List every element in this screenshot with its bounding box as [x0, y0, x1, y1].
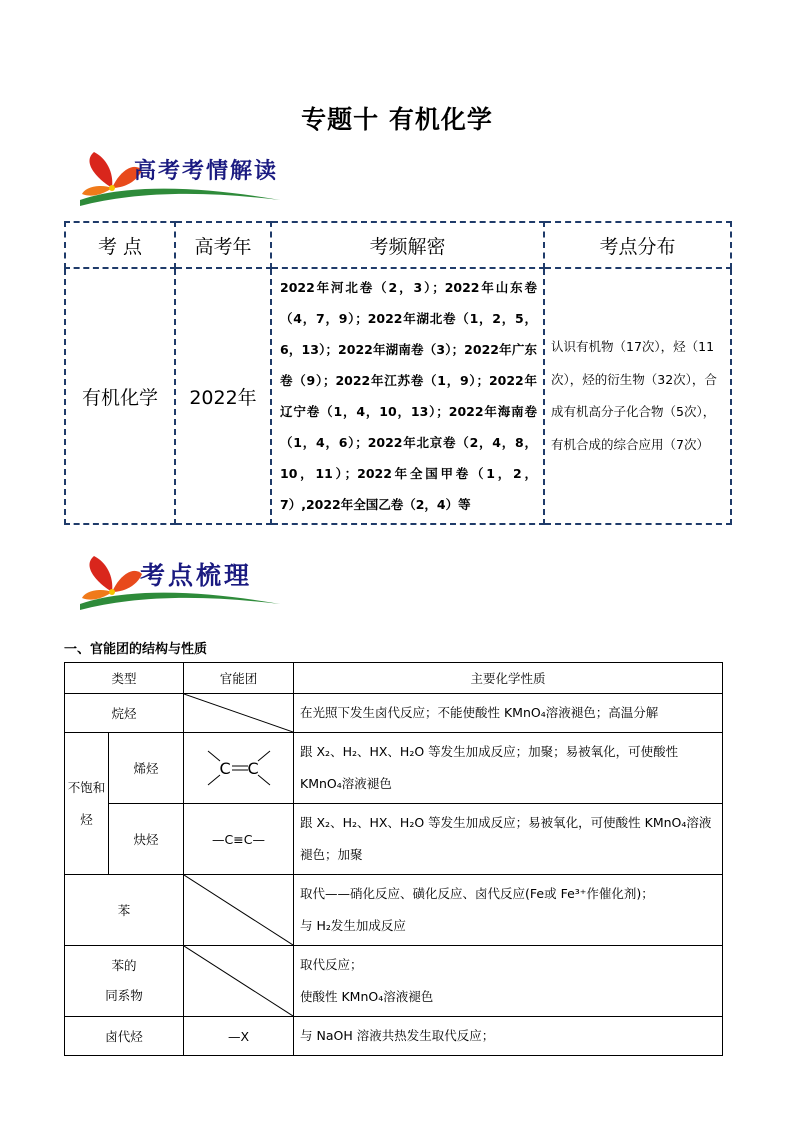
type-haloalkane: 卤代烃	[65, 1017, 184, 1056]
header-topic: 考 点	[65, 222, 175, 268]
banner-title: 考点梳理	[140, 561, 253, 590]
frequency-cell: 2022年河北卷（2，3）；2022年山东卷（4，7，9）；2022年湖北卷（1，2，5，6，13）；2022年湖南卷（3）；2022年广东卷（9）；2022年江苏卷（1，9）；2022年辽宁卷（1，4，10，13）；2022年海南卷（1，4，6）；2022年北京卷（2，4，8，10，11）；2022年全国甲卷（1，2，7）,2022年全国乙卷（2，4）等	[271, 268, 544, 524]
header-distribution: 考点分布	[544, 222, 731, 268]
empty-diagonal-cell	[184, 875, 294, 946]
props-alkane: 在光照下发生卤代反应；不能使酸性 KMnO₄溶液褪色；高温分解	[294, 694, 723, 733]
props-homolog-line-2: 使酸性 KMnO₄溶液褪色	[300, 989, 434, 1004]
type-alkyne: 炔烃	[109, 804, 184, 875]
exam-analysis-table	[64, 221, 732, 525]
table-header-row	[65, 222, 731, 268]
functional-group-table	[64, 662, 723, 1056]
type-benzene-homolog	[65, 946, 184, 1017]
table-row	[65, 946, 723, 1017]
table-row	[65, 804, 723, 875]
table-row	[65, 1017, 723, 1056]
type-homolog-line-1: 苯的	[111, 958, 137, 973]
empty-diagonal-cell	[184, 694, 294, 733]
exam-analysis-banner	[72, 148, 292, 210]
header-properties: 主要化学性质	[294, 663, 723, 694]
table-row	[65, 694, 723, 733]
props-alkyne: 跟 X₂、H₂、HX、H₂O 等发生加成反应；易被氧化，可使酸性 KMnO₄溶液褪色；加聚	[294, 804, 723, 875]
props-haloalkane: 与 NaOH 溶液共热发生取代反应；	[294, 1017, 723, 1056]
year-cell: 2022年	[175, 268, 271, 524]
props-benzene-line-2: 与 H₂发生加成反应	[300, 918, 406, 933]
empty-diagonal-cell	[184, 946, 294, 1017]
key-points-banner	[72, 552, 292, 614]
carbon-right: C	[247, 759, 259, 778]
page-title: 专题十 有机化学	[301, 105, 493, 134]
type-alkane: 烷烃	[65, 694, 184, 733]
double-bond-structure-icon	[204, 745, 274, 791]
props-homolog-line-1: 取代反应；	[300, 957, 363, 972]
group-alkene	[184, 733, 294, 804]
topic-cell: 有机化学	[65, 268, 175, 524]
props-benzene-line-1: 取代——硝化反应、磺化反应、卤代反应(Fe或 Fe³⁺作催化剂)；	[300, 886, 654, 901]
banner-title: 高考考情解读	[134, 158, 279, 184]
type-benzene: 苯	[65, 875, 184, 946]
distribution-cell: 认识有机物（17次），烃（11次），烃的衍生物（32次），合成有机高分子化合物（5次），有机合成的综合应用（7次）	[544, 268, 731, 524]
header-year: 高考年	[175, 222, 271, 268]
header-frequency: 考频解密	[271, 222, 544, 268]
type-homolog-line-2: 同系物	[105, 988, 143, 1003]
section-heading: 一、官能团的结构与性质	[64, 642, 208, 657]
table-row	[65, 733, 723, 804]
props-alkene: 跟 X₂、H₂、HX、H₂O 等发生加成反应；加聚；易被氧化，可使酸性 KMnO₄溶液褪色	[294, 733, 723, 804]
table-header-row	[65, 663, 723, 694]
header-type: 类型	[65, 663, 184, 694]
carbon-left: C	[219, 759, 231, 778]
header-group: 官能团	[184, 663, 294, 694]
group-haloalkane: —X	[184, 1017, 294, 1056]
props-benzene-homolog	[294, 946, 723, 1017]
group-alkyne: —C≡C—	[184, 804, 294, 875]
type-unsaturated: 不饱和烃	[65, 733, 109, 875]
props-benzene	[294, 875, 723, 946]
type-alkene: 烯烃	[109, 733, 184, 804]
table-row	[65, 268, 731, 524]
table-row	[65, 875, 723, 946]
